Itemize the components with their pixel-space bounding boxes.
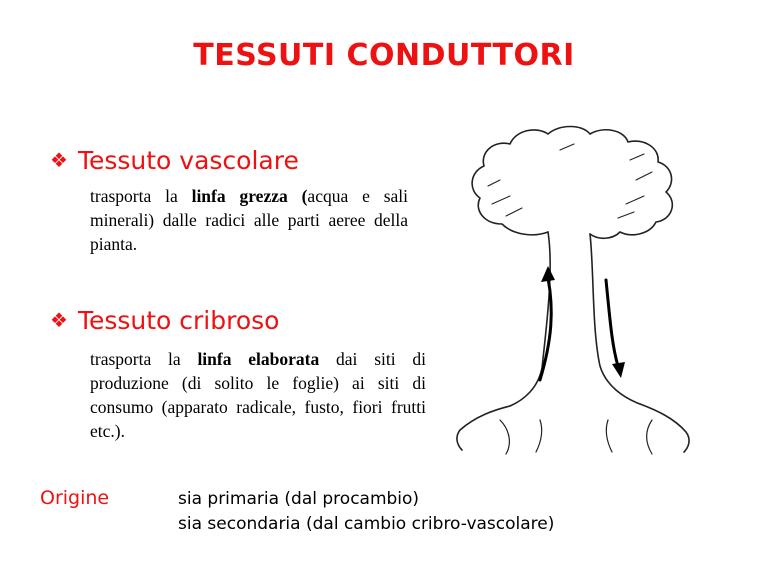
tree-trunk-right xyxy=(590,234,640,404)
paragraph-cribroso xyxy=(90,347,426,443)
origin-primary: sia primaria (dal procambio) xyxy=(178,489,420,509)
diamond-bullet-icon: ❖ xyxy=(50,308,68,332)
text-part: trasporta la xyxy=(90,186,192,206)
tree-trunk-left xyxy=(510,232,550,406)
page-title: TESSUTI CONDUTTORI xyxy=(193,38,575,73)
text-bold: linfa elaborata xyxy=(197,349,320,369)
heading-label: Tessuto cribroso xyxy=(77,306,280,335)
tree-canopy xyxy=(472,127,672,239)
heading-tessuto-cribroso xyxy=(50,306,279,335)
heading-tessuto-vascolare xyxy=(50,146,299,175)
text-part: trasporta la xyxy=(90,349,198,369)
origin-secondary: sia secondaria (dal cambio cribro-vascolare) xyxy=(178,514,555,534)
tree-illustration xyxy=(440,120,710,470)
text-part: acqua e sali minerali) dalle radici alle parti aeree della pianta. xyxy=(90,186,409,254)
arrow-down-icon xyxy=(606,280,625,378)
origin-label: Origine xyxy=(40,487,110,509)
text-bold: linfa grezza ( xyxy=(191,186,308,206)
heading-label: Tessuto vascolare xyxy=(77,146,299,175)
text-part: dai siti di produzione (di solito le foglie) ai siti di consumo (apparato radicale, fusto, fiori frutti etc.). xyxy=(90,349,426,441)
diamond-bullet-icon: ❖ xyxy=(50,148,68,172)
paragraph-vascolare xyxy=(90,184,408,256)
